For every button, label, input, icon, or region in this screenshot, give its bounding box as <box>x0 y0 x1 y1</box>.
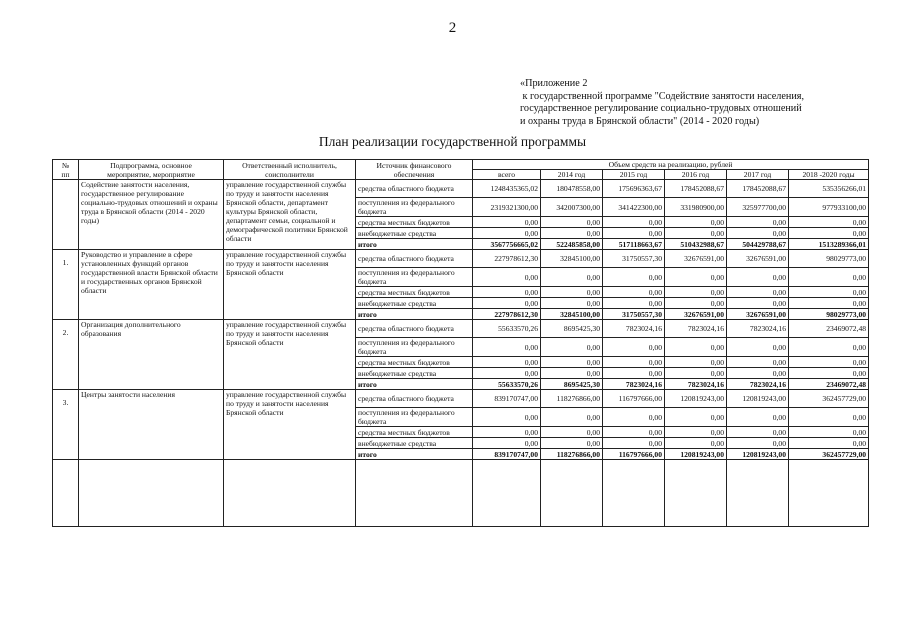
funding-source: итого <box>356 239 473 250</box>
amount-cell: 98029773,00 <box>789 250 869 268</box>
amount-cell: 32676591,00 <box>665 309 727 320</box>
amount-cell: 0,00 <box>473 228 541 239</box>
amount-cell: 0,00 <box>603 268 665 287</box>
blank-cell <box>789 460 869 527</box>
amount-cell: 23469072,48 <box>789 320 869 338</box>
amount-cell: 0,00 <box>603 408 665 427</box>
amount-cell: 0,00 <box>727 427 789 438</box>
amount-cell: 0,00 <box>541 427 603 438</box>
amount-cell: 0,00 <box>541 338 603 357</box>
row-number: 1. <box>53 250 79 320</box>
amount-cell: 0,00 <box>473 368 541 379</box>
header-year-total: всего <box>473 170 541 180</box>
executor-name: управление государственной службы по труду и занятости населения Брянской области <box>224 250 356 320</box>
amount-cell: 0,00 <box>727 438 789 449</box>
amount-cell: 1248435365,02 <box>473 180 541 198</box>
blank-cell <box>727 460 789 527</box>
blank-cell <box>541 460 603 527</box>
amount-cell: 0,00 <box>665 427 727 438</box>
amount-cell: 0,00 <box>603 368 665 379</box>
amount-cell: 504429788,67 <box>727 239 789 250</box>
amount-cell: 7823024,16 <box>603 320 665 338</box>
amount-cell: 522485858,00 <box>541 239 603 250</box>
amount-cell: 0,00 <box>789 298 869 309</box>
amount-cell: 0,00 <box>473 408 541 427</box>
funding-source: средства областного бюджета <box>356 320 473 338</box>
amount-cell: 0,00 <box>541 368 603 379</box>
plan-table <box>52 159 869 527</box>
funding-source: средства областного бюджета <box>356 180 473 198</box>
amount-cell: 977933100,00 <box>789 198 869 217</box>
amount-cell: 3567756665,02 <box>473 239 541 250</box>
header-year-2017: 2017 год <box>727 170 789 180</box>
amount-cell: 120819243,00 <box>665 390 727 408</box>
amount-cell: 0,00 <box>541 217 603 228</box>
amount-cell: 0,00 <box>665 217 727 228</box>
amount-cell: 510432988,67 <box>665 239 727 250</box>
amount-cell: 0,00 <box>727 408 789 427</box>
amount-cell: 0,00 <box>665 287 727 298</box>
amount-cell: 0,00 <box>603 217 665 228</box>
amount-cell: 325977700,00 <box>727 198 789 217</box>
row-number: 2. <box>53 320 79 390</box>
amount-cell: 0,00 <box>541 438 603 449</box>
amount-cell: 0,00 <box>473 438 541 449</box>
amount-cell: 331980900,00 <box>665 198 727 217</box>
funding-source: итого <box>356 379 473 390</box>
amount-cell: 0,00 <box>727 217 789 228</box>
funding-source: итого <box>356 309 473 320</box>
amount-cell: 0,00 <box>789 357 869 368</box>
amount-cell: 362457729,00 <box>789 449 869 460</box>
header-year-2015: 2015 год <box>603 170 665 180</box>
amount-cell: 32676591,00 <box>665 250 727 268</box>
amount-cell: 227978612,30 <box>473 250 541 268</box>
amount-cell: 839170747,00 <box>473 390 541 408</box>
amount-cell: 0,00 <box>603 438 665 449</box>
header-num: № пп <box>53 160 79 180</box>
amount-cell: 0,00 <box>603 427 665 438</box>
amount-cell: 0,00 <box>665 408 727 427</box>
header-source: Источник финансового обеспечения <box>356 160 473 180</box>
table-row <box>53 320 869 338</box>
amount-cell: 0,00 <box>541 408 603 427</box>
blank-cell <box>665 460 727 527</box>
header-executor: Ответственный исполнитель, соисполнители <box>224 160 356 180</box>
funding-source: итого <box>356 449 473 460</box>
amount-cell: 0,00 <box>665 298 727 309</box>
amount-cell: 0,00 <box>789 287 869 298</box>
amount-cell: 517118663,67 <box>603 239 665 250</box>
header-year-2016: 2016 год <box>665 170 727 180</box>
program-name: Руководство и управление в сфере установленных функций органов государственной власти Брянской области и государственных органов Брянской области <box>79 250 224 320</box>
amount-cell: 118276866,00 <box>541 449 603 460</box>
funding-source: поступления из федерального бюджета <box>356 268 473 287</box>
header-year-2018-2020: 2018 -2020 годы <box>789 170 869 180</box>
amount-cell: 0,00 <box>541 357 603 368</box>
amount-cell: 8695425,30 <box>541 320 603 338</box>
funding-source: средства местных бюджетов <box>356 217 473 228</box>
amount-cell: 0,00 <box>665 357 727 368</box>
amount-cell: 0,00 <box>603 298 665 309</box>
amount-cell: 341422300,00 <box>603 198 665 217</box>
blank-row <box>53 460 869 527</box>
blank-cell <box>356 460 473 527</box>
appendix-line-2: к государственной программе "Содействие занятости населения, <box>520 90 805 102</box>
amount-cell: 98029773,00 <box>789 309 869 320</box>
program-name: Организация дополнительного образования <box>79 320 224 390</box>
funding-source: внебюджетные средства <box>356 438 473 449</box>
table-row <box>53 250 869 268</box>
amount-cell: 0,00 <box>603 357 665 368</box>
amount-cell: 0,00 <box>789 338 869 357</box>
amount-cell: 0,00 <box>665 228 727 239</box>
amount-cell: 0,00 <box>789 408 869 427</box>
amount-cell: 0,00 <box>727 287 789 298</box>
amount-cell: 23469072,48 <box>789 379 869 390</box>
funding-source: средства местных бюджетов <box>356 427 473 438</box>
amount-cell: 342007300,00 <box>541 198 603 217</box>
amount-cell: 0,00 <box>541 268 603 287</box>
amount-cell: 120819243,00 <box>665 449 727 460</box>
document-title: План реализации государственной программы <box>318 134 587 149</box>
amount-cell: 0,00 <box>789 217 869 228</box>
amount-cell: 0,00 <box>473 357 541 368</box>
amount-cell: 0,00 <box>541 287 603 298</box>
appendix-note <box>520 78 890 128</box>
appendix-line-1: «Приложение 2 <box>520 78 588 89</box>
amount-cell: 0,00 <box>727 368 789 379</box>
blank-cell <box>603 460 665 527</box>
amount-cell: 55633570,26 <box>473 320 541 338</box>
amount-cell: 0,00 <box>727 298 789 309</box>
amount-cell: 32845100,00 <box>541 250 603 268</box>
amount-cell: 0,00 <box>473 298 541 309</box>
funding-source: внебюджетные средства <box>356 368 473 379</box>
amount-cell: 0,00 <box>789 438 869 449</box>
amount-cell: 120819243,00 <box>727 390 789 408</box>
blank-cell <box>79 460 224 527</box>
funding-source: средства областного бюджета <box>356 390 473 408</box>
blank-cell <box>473 460 541 527</box>
amount-cell: 0,00 <box>789 268 869 287</box>
amount-cell: 2319321300,00 <box>473 198 541 217</box>
amount-cell: 0,00 <box>473 287 541 298</box>
amount-cell: 7823024,16 <box>603 379 665 390</box>
amount-cell: 178452088,67 <box>665 180 727 198</box>
appendix-line-3: государственное регулирование социально-трудовых отношений <box>520 103 802 114</box>
amount-cell: 55633570,26 <box>473 379 541 390</box>
funding-source: внебюджетные средства <box>356 228 473 239</box>
amount-cell: 120819243,00 <box>727 449 789 460</box>
row-number <box>53 180 79 250</box>
amount-cell: 1513289366,01 <box>789 239 869 250</box>
amount-cell: 0,00 <box>473 217 541 228</box>
amount-cell: 7823024,16 <box>665 379 727 390</box>
amount-cell: 175696363,67 <box>603 180 665 198</box>
amount-cell: 116797666,00 <box>603 449 665 460</box>
blank-cell <box>224 460 356 527</box>
amount-cell: 0,00 <box>727 338 789 357</box>
row-number: 3. <box>53 390 79 460</box>
amount-cell: 0,00 <box>603 338 665 357</box>
amount-cell: 0,00 <box>541 228 603 239</box>
appendix-line-4: и охраны труда в Брянской области" (2014 - 2020 годы) <box>520 115 760 127</box>
amount-cell: 32676591,00 <box>727 309 789 320</box>
funding-source: средства местных бюджетов <box>356 287 473 298</box>
program-name: Центры занятости населения <box>79 390 224 460</box>
amount-cell: 227978612,30 <box>473 309 541 320</box>
amount-cell: 32676591,00 <box>727 250 789 268</box>
amount-cell: 0,00 <box>789 427 869 438</box>
table-row <box>53 390 869 408</box>
amount-cell: 0,00 <box>665 338 727 357</box>
funding-source: поступления из федерального бюджета <box>356 198 473 217</box>
amount-cell: 31750557,30 <box>603 309 665 320</box>
amount-cell: 178452088,67 <box>727 180 789 198</box>
header-year-2014: 2014 год <box>541 170 603 180</box>
amount-cell: 8695425,30 <box>541 379 603 390</box>
amount-cell: 0,00 <box>727 357 789 368</box>
amount-cell: 0,00 <box>603 228 665 239</box>
header-program: Подпрограмма, основное мероприятие, мероприятие <box>79 160 224 180</box>
funding-source: внебюджетные средства <box>356 298 473 309</box>
amount-cell: 7823024,16 <box>727 320 789 338</box>
amount-cell: 0,00 <box>789 228 869 239</box>
funding-source: поступления из федерального бюджета <box>356 408 473 427</box>
header-volume: Объем средств на реализацию, рублей <box>473 160 869 170</box>
amount-cell: 0,00 <box>603 287 665 298</box>
amount-cell: 839170747,00 <box>473 449 541 460</box>
table-row <box>53 180 869 198</box>
program-name: Содействие занятости населения, государственное регулирование социально-трудовых отношений и охраны труда в Брянской области (2014 - 2020 годы) <box>79 180 224 250</box>
blank-cell <box>53 460 79 527</box>
amount-cell: 535356266,01 <box>789 180 869 198</box>
amount-cell: 0,00 <box>727 268 789 287</box>
amount-cell: 0,00 <box>665 368 727 379</box>
amount-cell: 0,00 <box>473 427 541 438</box>
funding-source: средства областного бюджета <box>356 250 473 268</box>
amount-cell: 32845100,00 <box>541 309 603 320</box>
amount-cell: 0,00 <box>789 368 869 379</box>
funding-source: средства местных бюджетов <box>356 357 473 368</box>
executor-name: управление государственной службы по труду и занятости населения Брянской области <box>224 390 356 460</box>
page-number: 2 <box>448 20 457 36</box>
amount-cell: 7823024,16 <box>665 320 727 338</box>
amount-cell: 0,00 <box>473 268 541 287</box>
amount-cell: 0,00 <box>727 228 789 239</box>
executor-name: управление государственной службы по труду и занятости населения Брянской области, департамент культуры Брянской области, департамент семьи, социальной и демографической политики Брянской области <box>224 180 356 250</box>
amount-cell: 0,00 <box>665 268 727 287</box>
amount-cell: 0,00 <box>665 438 727 449</box>
amount-cell: 362457729,00 <box>789 390 869 408</box>
amount-cell: 31750557,30 <box>603 250 665 268</box>
executor-name: управление государственной службы по труду и занятости населения Брянской области <box>224 320 356 390</box>
amount-cell: 180478558,00 <box>541 180 603 198</box>
funding-source: поступления из федерального бюджета <box>356 338 473 357</box>
amount-cell: 0,00 <box>473 338 541 357</box>
amount-cell: 116797666,00 <box>603 390 665 408</box>
amount-cell: 7823024,16 <box>727 379 789 390</box>
amount-cell: 118276866,00 <box>541 390 603 408</box>
amount-cell: 0,00 <box>541 298 603 309</box>
